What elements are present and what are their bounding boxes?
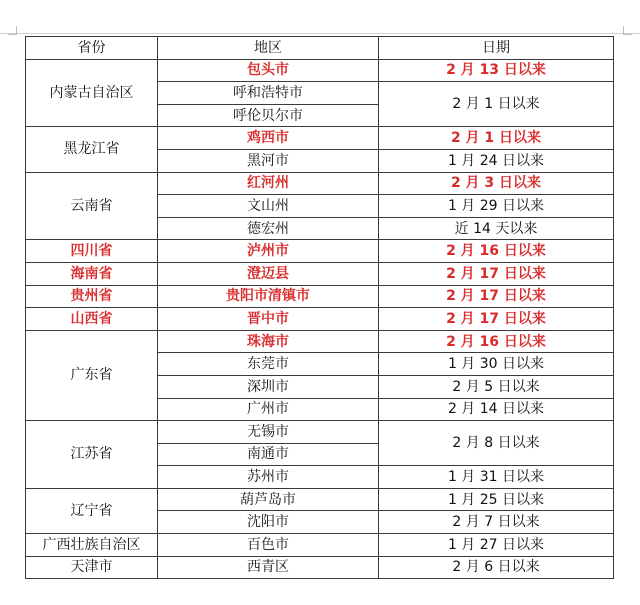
table-row [26,127,614,150]
table-row [26,172,614,195]
page-corner-mark-left [8,26,17,35]
region-cell: 晋中市 [158,308,379,331]
date-cell: 2 月 1 日以来 [379,82,614,127]
region-cell: 呼伦贝尔市 [158,104,379,127]
date-cell: 2 月 1 日以来 [379,127,614,150]
region-cell: 苏州市 [158,466,379,489]
page-corner-mark-right [623,26,632,35]
region-cell: 德宏州 [158,217,379,240]
region-cell: 红河州 [158,172,379,195]
header-date: 日期 [379,37,614,60]
table-row [26,534,614,557]
region-cell: 鸡西市 [158,127,379,150]
region-date-table [25,36,614,579]
date-cell: 1 月 25 日以来 [379,488,614,511]
province-cell: 山西省 [26,308,158,331]
date-cell: 近 14 天以来 [379,217,614,240]
region-cell: 黑河市 [158,149,379,172]
region-cell: 泸州市 [158,240,379,263]
region-cell: 无锡市 [158,421,379,444]
table-row [26,262,614,285]
header-region: 地区 [158,37,379,60]
province-cell: 黑龙江省 [26,127,158,172]
date-cell: 1 月 29 日以来 [379,195,614,218]
region-cell: 百色市 [158,534,379,557]
date-cell: 2 月 6 日以来 [379,556,614,579]
date-cell: 2 月 17 日以来 [379,285,614,308]
table-row [26,421,614,444]
table-row [26,308,614,331]
table-row [26,330,614,353]
province-cell: 辽宁省 [26,488,158,533]
page-top-rule [0,33,640,34]
date-cell: 1 月 27 日以来 [379,534,614,557]
region-cell: 珠海市 [158,330,379,353]
region-cell: 包头市 [158,59,379,82]
header-province: 省份 [26,37,158,60]
table-row [26,240,614,263]
region-cell: 西青区 [158,556,379,579]
date-cell: 2 月 17 日以来 [379,262,614,285]
table-row [26,556,614,579]
province-cell: 云南省 [26,172,158,240]
region-cell: 沈阳市 [158,511,379,534]
region-cell: 广州市 [158,398,379,421]
region-cell: 澄迈县 [158,262,379,285]
table-row [26,59,614,82]
date-cell: 2 月 17 日以来 [379,308,614,331]
province-cell: 海南省 [26,262,158,285]
region-cell: 葫芦岛市 [158,488,379,511]
province-cell: 贵州省 [26,285,158,308]
region-cell: 南通市 [158,443,379,466]
region-cell: 呼和浩特市 [158,82,379,105]
table-row [26,488,614,511]
province-cell: 内蒙古自治区 [26,59,158,127]
province-cell: 广东省 [26,330,158,420]
date-cell: 2 月 16 日以来 [379,240,614,263]
table-row [26,285,614,308]
date-cell: 2 月 7 日以来 [379,511,614,534]
province-cell: 天津市 [26,556,158,579]
date-cell: 2 月 8 日以来 [379,421,614,466]
date-cell: 1 月 30 日以来 [379,353,614,376]
date-cell: 2 月 13 日以来 [379,59,614,82]
date-cell: 2 月 16 日以来 [379,330,614,353]
province-cell: 四川省 [26,240,158,263]
province-cell: 江苏省 [26,421,158,489]
date-cell: 2 月 14 日以来 [379,398,614,421]
region-cell: 深圳市 [158,375,379,398]
region-cell: 东莞市 [158,353,379,376]
province-cell: 广西壮族自治区 [26,534,158,557]
date-cell: 2 月 3 日以来 [379,172,614,195]
date-cell: 1 月 31 日以来 [379,466,614,489]
region-cell: 文山州 [158,195,379,218]
region-cell: 贵阳市清镇市 [158,285,379,308]
date-cell: 1 月 24 日以来 [379,149,614,172]
table-header-row [26,37,614,60]
date-cell: 2 月 5 日以来 [379,375,614,398]
